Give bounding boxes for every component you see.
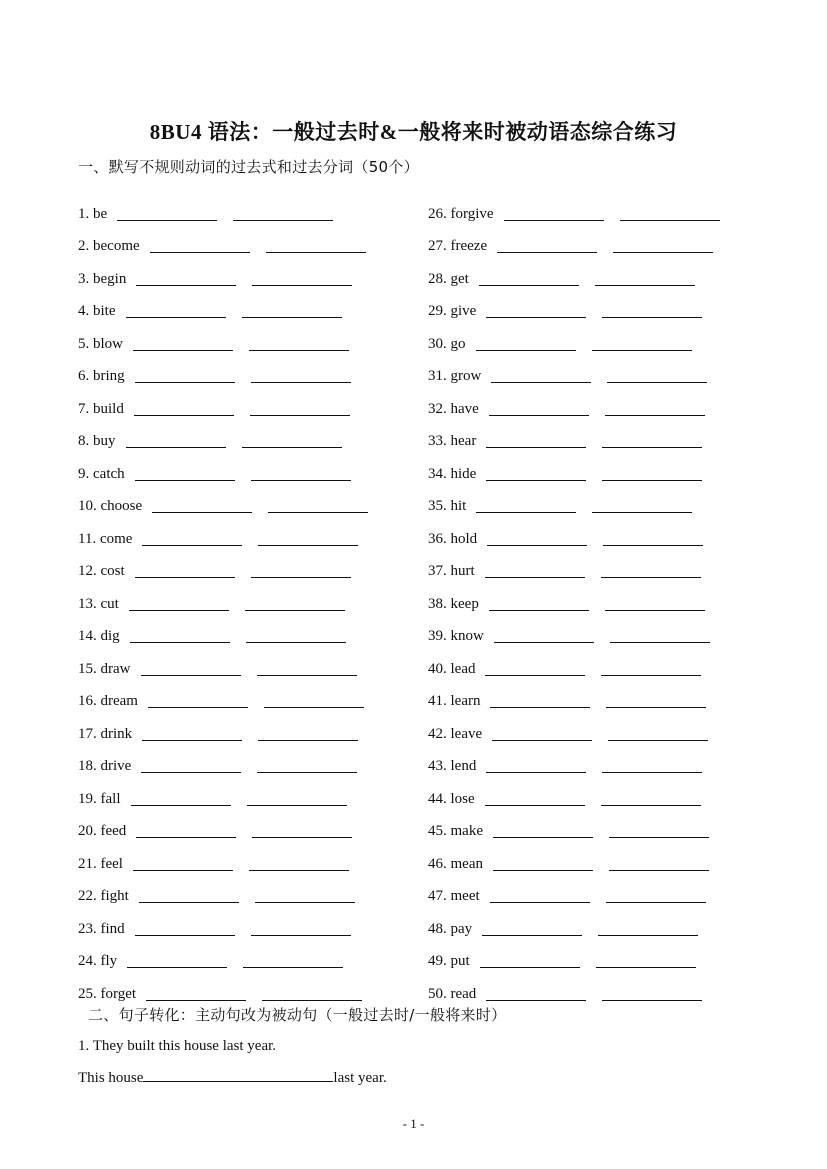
past-tense-blank[interactable] <box>489 609 589 611</box>
verb-label: 7. build <box>78 400 124 417</box>
past-tense-blank[interactable] <box>486 479 586 481</box>
verb-label: 25. forget <box>78 985 137 1002</box>
page-title: 8BU4 语法：一般过去时&一般将来时被动语态综合练习 <box>149 120 678 144</box>
verb-label: 41. learn <box>428 693 481 709</box>
sentence-1-answer <box>78 1070 387 1087</box>
verb-row <box>428 808 788 841</box>
past-tense-blank[interactable] <box>136 284 236 286</box>
verb-row <box>78 938 438 971</box>
past-tense-blank[interactable] <box>485 576 585 578</box>
verb-row <box>428 190 788 223</box>
past-tense-blank[interactable] <box>152 511 252 513</box>
verb-row <box>428 938 788 971</box>
past-tense-blank[interactable] <box>134 414 234 416</box>
verb-row <box>428 678 788 711</box>
past-participle-blank[interactable] <box>609 869 709 871</box>
verb-row <box>428 743 788 776</box>
verb-list-right <box>428 190 788 1003</box>
verb-row <box>428 840 788 873</box>
past-tense-blank[interactable] <box>485 674 585 676</box>
verb-label: 29. give <box>428 303 477 319</box>
past-tense-blank[interactable] <box>148 706 248 708</box>
verb-row <box>78 743 438 776</box>
verb-row <box>78 580 438 613</box>
verb-row <box>428 255 788 288</box>
past-participle-blank[interactable] <box>598 934 698 936</box>
past-tense-blank[interactable] <box>146 999 246 1001</box>
past-tense-blank[interactable] <box>142 739 242 741</box>
verb-label: 31. grow <box>428 368 482 384</box>
past-participle-blank[interactable] <box>246 641 346 643</box>
answer-blank[interactable] <box>143 1080 333 1082</box>
verb-label: 30. go <box>428 335 466 352</box>
answer-prefix: This house <box>78 1070 144 1086</box>
verb-row <box>428 970 788 1003</box>
verb-row <box>428 645 788 678</box>
verb-label: 16. dream <box>78 693 138 709</box>
verb-label: 28. get <box>428 270 469 287</box>
past-tense-blank[interactable] <box>126 446 226 448</box>
past-participle-blank[interactable] <box>608 739 708 741</box>
verb-row <box>428 288 788 321</box>
verb-row <box>78 775 438 808</box>
past-participle-blank[interactable] <box>251 479 351 481</box>
verb-row <box>78 678 438 711</box>
past-participle-blank[interactable] <box>266 251 366 253</box>
verb-label: 43. lend <box>428 758 477 774</box>
past-participle-blank[interactable] <box>250 414 350 416</box>
past-participle-blank[interactable] <box>251 381 351 383</box>
past-participle-blank[interactable] <box>268 511 368 513</box>
section-heading-2: 二、句子转化：主动句改为被动句（一般过去时/一般将来时） <box>88 1006 507 1024</box>
verb-label: 10. choose <box>78 498 143 514</box>
sentence-1: 1. They built this house last year. <box>78 1038 277 1054</box>
verb-label: 3. begin <box>78 270 127 287</box>
past-participle-blank[interactable] <box>243 966 343 968</box>
verb-row <box>78 873 438 906</box>
verb-row <box>78 255 438 288</box>
verb-row <box>428 483 788 516</box>
past-participle-blank[interactable] <box>602 999 702 1001</box>
verb-label: 47. meet <box>428 888 480 904</box>
past-participle-blank[interactable] <box>249 869 349 871</box>
past-tense-blank[interactable] <box>141 771 241 773</box>
verb-label: 8. buy <box>78 433 116 449</box>
past-tense-blank[interactable] <box>126 316 226 318</box>
verb-row <box>428 710 788 743</box>
past-participle-blank[interactable] <box>601 576 701 578</box>
verb-label: 27. freeze <box>428 238 488 254</box>
verb-label: 21. feel <box>78 855 123 872</box>
verb-row <box>428 873 788 906</box>
past-tense-blank[interactable] <box>135 934 235 936</box>
verb-label: 18. drive <box>78 758 132 774</box>
verb-label: 35. hit <box>428 498 467 514</box>
verb-label: 32. have <box>428 400 479 417</box>
verb-row <box>428 418 788 451</box>
verb-label: 24. fly <box>78 953 118 969</box>
past-participle-blank[interactable] <box>602 446 702 448</box>
past-tense-blank[interactable] <box>127 966 227 968</box>
past-participle-blank[interactable] <box>257 771 357 773</box>
verb-label: 34. hide <box>428 465 477 482</box>
section-heading-1: 一、默写不规则动词的过去式和过去分词（50个） <box>78 158 419 176</box>
past-participle-blank[interactable] <box>264 706 364 708</box>
verb-label: 36. hold <box>428 530 478 547</box>
past-participle-blank[interactable] <box>245 609 345 611</box>
past-participle-blank[interactable] <box>602 479 702 481</box>
past-tense-blank[interactable] <box>117 219 217 221</box>
past-tense-blank[interactable] <box>497 251 597 253</box>
verb-label: 17. drink <box>78 725 133 742</box>
verb-label: 42. leave <box>428 725 483 742</box>
past-tense-blank[interactable] <box>133 349 233 351</box>
verb-row <box>428 775 788 808</box>
verb-label: 26. forgive <box>428 205 494 222</box>
past-tense-blank[interactable] <box>135 381 235 383</box>
past-participle-blank[interactable] <box>592 511 692 513</box>
past-participle-blank[interactable] <box>609 836 709 838</box>
past-participle-blank[interactable] <box>602 316 702 318</box>
verb-row <box>78 223 438 256</box>
past-participle-blank[interactable] <box>605 609 705 611</box>
verb-row <box>78 808 438 841</box>
past-tense-blank[interactable] <box>493 836 593 838</box>
verb-label: 5. blow <box>78 335 123 352</box>
verb-row <box>78 353 438 386</box>
past-tense-blank[interactable] <box>130 641 230 643</box>
verb-label: 19. fall <box>78 790 121 807</box>
past-participle-blank[interactable] <box>247 804 347 806</box>
past-tense-blank[interactable] <box>135 576 235 578</box>
past-tense-blank[interactable] <box>490 901 590 903</box>
verb-row <box>78 905 438 938</box>
verb-label: 1. be <box>78 205 108 222</box>
verb-label: 23. find <box>78 920 125 937</box>
verb-row <box>428 223 788 256</box>
verb-label: 20. feed <box>78 823 127 839</box>
verb-row <box>78 970 438 1003</box>
past-participle-blank[interactable] <box>258 739 358 741</box>
past-participle-blank[interactable] <box>595 284 695 286</box>
past-participle-blank[interactable] <box>233 219 333 221</box>
past-tense-blank[interactable] <box>492 739 592 741</box>
past-tense-blank[interactable] <box>479 284 579 286</box>
verb-label: 37. hurt <box>428 563 475 579</box>
past-participle-blank[interactable] <box>242 316 342 318</box>
past-participle-blank[interactable] <box>251 934 351 936</box>
past-tense-blank[interactable] <box>139 901 239 903</box>
past-participle-blank[interactable] <box>601 804 701 806</box>
past-tense-blank[interactable] <box>476 511 576 513</box>
verb-row <box>428 905 788 938</box>
verb-label: 33. hear <box>428 433 477 449</box>
verb-label: 22. fight <box>78 888 129 904</box>
verb-label: 15. draw <box>78 660 131 677</box>
verb-label: 49. put <box>428 953 470 969</box>
verb-label: 38. keep <box>428 595 479 612</box>
past-participle-blank[interactable] <box>249 349 349 351</box>
verb-label: 40. lead <box>428 660 476 677</box>
past-tense-blank[interactable] <box>142 544 242 546</box>
verb-label: 46. mean <box>428 855 483 872</box>
verb-row <box>78 288 438 321</box>
past-participle-blank[interactable] <box>613 251 713 253</box>
verb-label: 2. become <box>78 238 140 254</box>
verb-label: 9. catch <box>78 465 125 482</box>
verb-row <box>428 548 788 581</box>
past-participle-blank[interactable] <box>607 381 707 383</box>
verb-label: 50. read <box>428 985 477 1002</box>
past-participle-blank[interactable] <box>596 966 696 968</box>
past-tense-blank[interactable] <box>482 934 582 936</box>
past-tense-blank[interactable] <box>131 804 231 806</box>
verb-row <box>78 548 438 581</box>
past-tense-blank[interactable] <box>485 804 585 806</box>
verb-row <box>78 418 438 451</box>
verb-row <box>428 613 788 646</box>
past-tense-blank[interactable] <box>480 966 580 968</box>
past-tense-blank[interactable] <box>504 219 604 221</box>
past-tense-blank[interactable] <box>493 869 593 871</box>
past-tense-blank[interactable] <box>486 316 586 318</box>
past-participle-blank[interactable] <box>620 219 720 221</box>
past-tense-blank[interactable] <box>135 479 235 481</box>
verb-row <box>78 515 438 548</box>
past-participle-blank[interactable] <box>602 771 702 773</box>
past-participle-blank[interactable] <box>262 999 362 1001</box>
past-participle-blank[interactable] <box>258 544 358 546</box>
past-participle-blank[interactable] <box>255 901 355 903</box>
past-participle-blank[interactable] <box>601 674 701 676</box>
past-tense-blank[interactable] <box>486 446 586 448</box>
verb-label: 11. come <box>78 530 133 547</box>
verb-row <box>78 613 438 646</box>
past-tense-blank[interactable] <box>486 771 586 773</box>
past-participle-blank[interactable] <box>592 349 692 351</box>
past-tense-blank[interactable] <box>133 869 233 871</box>
verb-row <box>428 580 788 613</box>
verb-row <box>78 320 438 353</box>
verb-row <box>78 450 438 483</box>
verb-row <box>428 353 788 386</box>
past-participle-blank[interactable] <box>610 641 710 643</box>
verb-label: 6. bring <box>78 368 125 384</box>
verb-row <box>78 710 438 743</box>
verb-row <box>78 190 438 223</box>
past-tense-blank[interactable] <box>129 609 229 611</box>
answer-suffix: last year. <box>333 1070 387 1086</box>
verb-row <box>428 450 788 483</box>
verb-label: 14. dig <box>78 628 120 644</box>
verb-row <box>428 515 788 548</box>
verb-label: 45. make <box>428 823 483 839</box>
verb-label: 4. bite <box>78 303 116 319</box>
past-participle-blank[interactable] <box>603 544 703 546</box>
verb-label: 44. lose <box>428 790 475 807</box>
past-tense-blank[interactable] <box>141 674 241 676</box>
page-number: - 1 - <box>402 1116 425 1131</box>
past-participle-blank[interactable] <box>252 284 352 286</box>
verb-row <box>78 385 438 418</box>
verb-row <box>78 645 438 678</box>
past-tense-blank[interactable] <box>476 349 576 351</box>
past-tense-blank[interactable] <box>491 381 591 383</box>
past-tense-blank[interactable] <box>489 414 589 416</box>
verb-row <box>428 320 788 353</box>
verb-label: 12. cost <box>78 563 125 579</box>
past-tense-blank[interactable] <box>487 544 587 546</box>
past-tense-blank[interactable] <box>150 251 250 253</box>
verb-row <box>78 840 438 873</box>
verb-row <box>428 385 788 418</box>
past-tense-blank[interactable] <box>494 641 594 643</box>
past-participle-blank[interactable] <box>257 674 357 676</box>
verb-row <box>78 483 438 516</box>
past-participle-blank[interactable] <box>606 901 706 903</box>
past-participle-blank[interactable] <box>605 414 705 416</box>
verb-list-left <box>78 190 438 1003</box>
past-participle-blank[interactable] <box>252 836 352 838</box>
past-tense-blank[interactable] <box>490 706 590 708</box>
verb-label: 13. cut <box>78 595 119 612</box>
past-participle-blank[interactable] <box>251 576 351 578</box>
verb-label: 39. know <box>428 628 484 644</box>
past-tense-blank[interactable] <box>486 999 586 1001</box>
past-participle-blank[interactable] <box>606 706 706 708</box>
past-participle-blank[interactable] <box>242 446 342 448</box>
verb-label: 48. pay <box>428 920 473 937</box>
past-tense-blank[interactable] <box>136 836 236 838</box>
